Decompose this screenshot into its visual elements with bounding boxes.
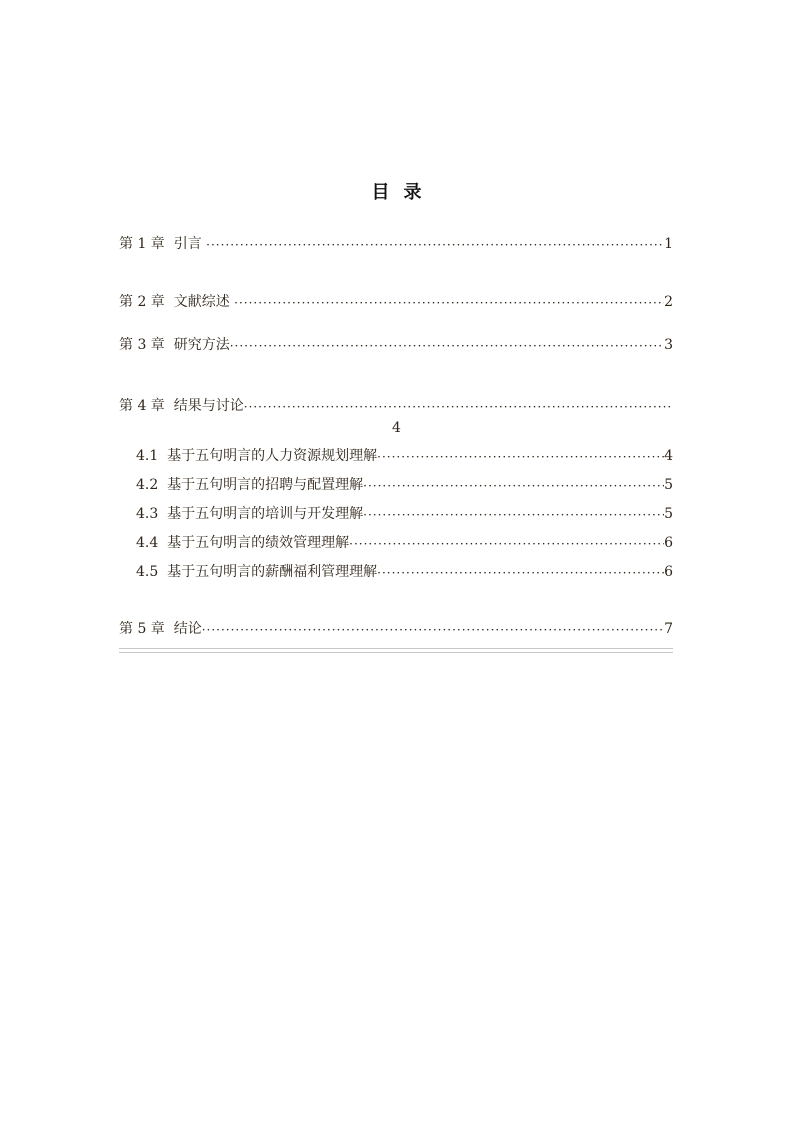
leader-dots	[377, 448, 664, 466]
toc-page-number: 3	[664, 337, 673, 353]
toc-entry-section-4-4[interactable]	[136, 533, 673, 553]
toc-entry-chapter-2[interactable]	[119, 292, 673, 312]
toc-bottom-rule	[119, 648, 673, 653]
toc-entry-label: 第 2 章 文献综述	[119, 294, 235, 310]
toc-page-number: 1	[664, 236, 673, 252]
toc-page-number: 5	[664, 506, 673, 522]
leader-dots	[377, 564, 664, 582]
toc-entry-label: 4.5 基于五句明言的薪酬福利管理理解	[136, 564, 378, 580]
toc-entry-label: 第 5 章 结论	[119, 621, 202, 637]
toc-entry-label: 4.3 基于五句明言的培训与开发理解	[136, 506, 364, 522]
toc-entry-chapter-3[interactable]	[119, 335, 673, 355]
leader-dots	[206, 236, 664, 254]
toc-entry-label: 第 4 章 结果与讨论	[119, 398, 244, 414]
leader-dots	[363, 477, 664, 495]
leader-dots	[230, 337, 664, 355]
toc-entry-section-4-5[interactable]	[136, 562, 673, 582]
toc-entry-section-4-1[interactable]	[136, 446, 673, 466]
toc-page-number: 6	[664, 535, 673, 551]
toc-entry-label: 第 1 章 引言	[119, 236, 207, 252]
toc-page-number: 2	[664, 294, 673, 310]
toc-entry-label: 4.2 基于五句明言的招聘与配置理解	[136, 477, 364, 493]
toc-entry-label: 4.1 基于五句明言的人力资源规划理解	[136, 448, 378, 464]
toc-page-number: 4	[664, 448, 673, 464]
toc-entry-label: 4.4 基于五句明言的绩效管理理解	[136, 535, 350, 551]
toc-page-number: 7	[664, 621, 673, 637]
toc-entry-section-4-3[interactable]	[136, 504, 673, 524]
toc-entry-section-4-2[interactable]	[136, 475, 673, 495]
leader-dots	[234, 294, 664, 312]
toc-page-number: 5	[664, 477, 673, 493]
toc-entry-chapter-4[interactable]	[119, 396, 673, 416]
toc-entry-chapter-5[interactable]	[119, 619, 673, 639]
toc-entry-label: 第 3 章 研究方法	[119, 337, 230, 353]
toc-page-number-wrapped: 4	[392, 420, 401, 436]
leader-dots	[244, 398, 673, 416]
toc-title: 目录	[371, 182, 436, 203]
toc-page-number: 6	[664, 564, 673, 580]
toc-entry-chapter-1[interactable]	[119, 234, 673, 254]
leader-dots	[202, 621, 664, 639]
leader-dots	[349, 535, 664, 553]
leader-dots	[363, 506, 664, 524]
